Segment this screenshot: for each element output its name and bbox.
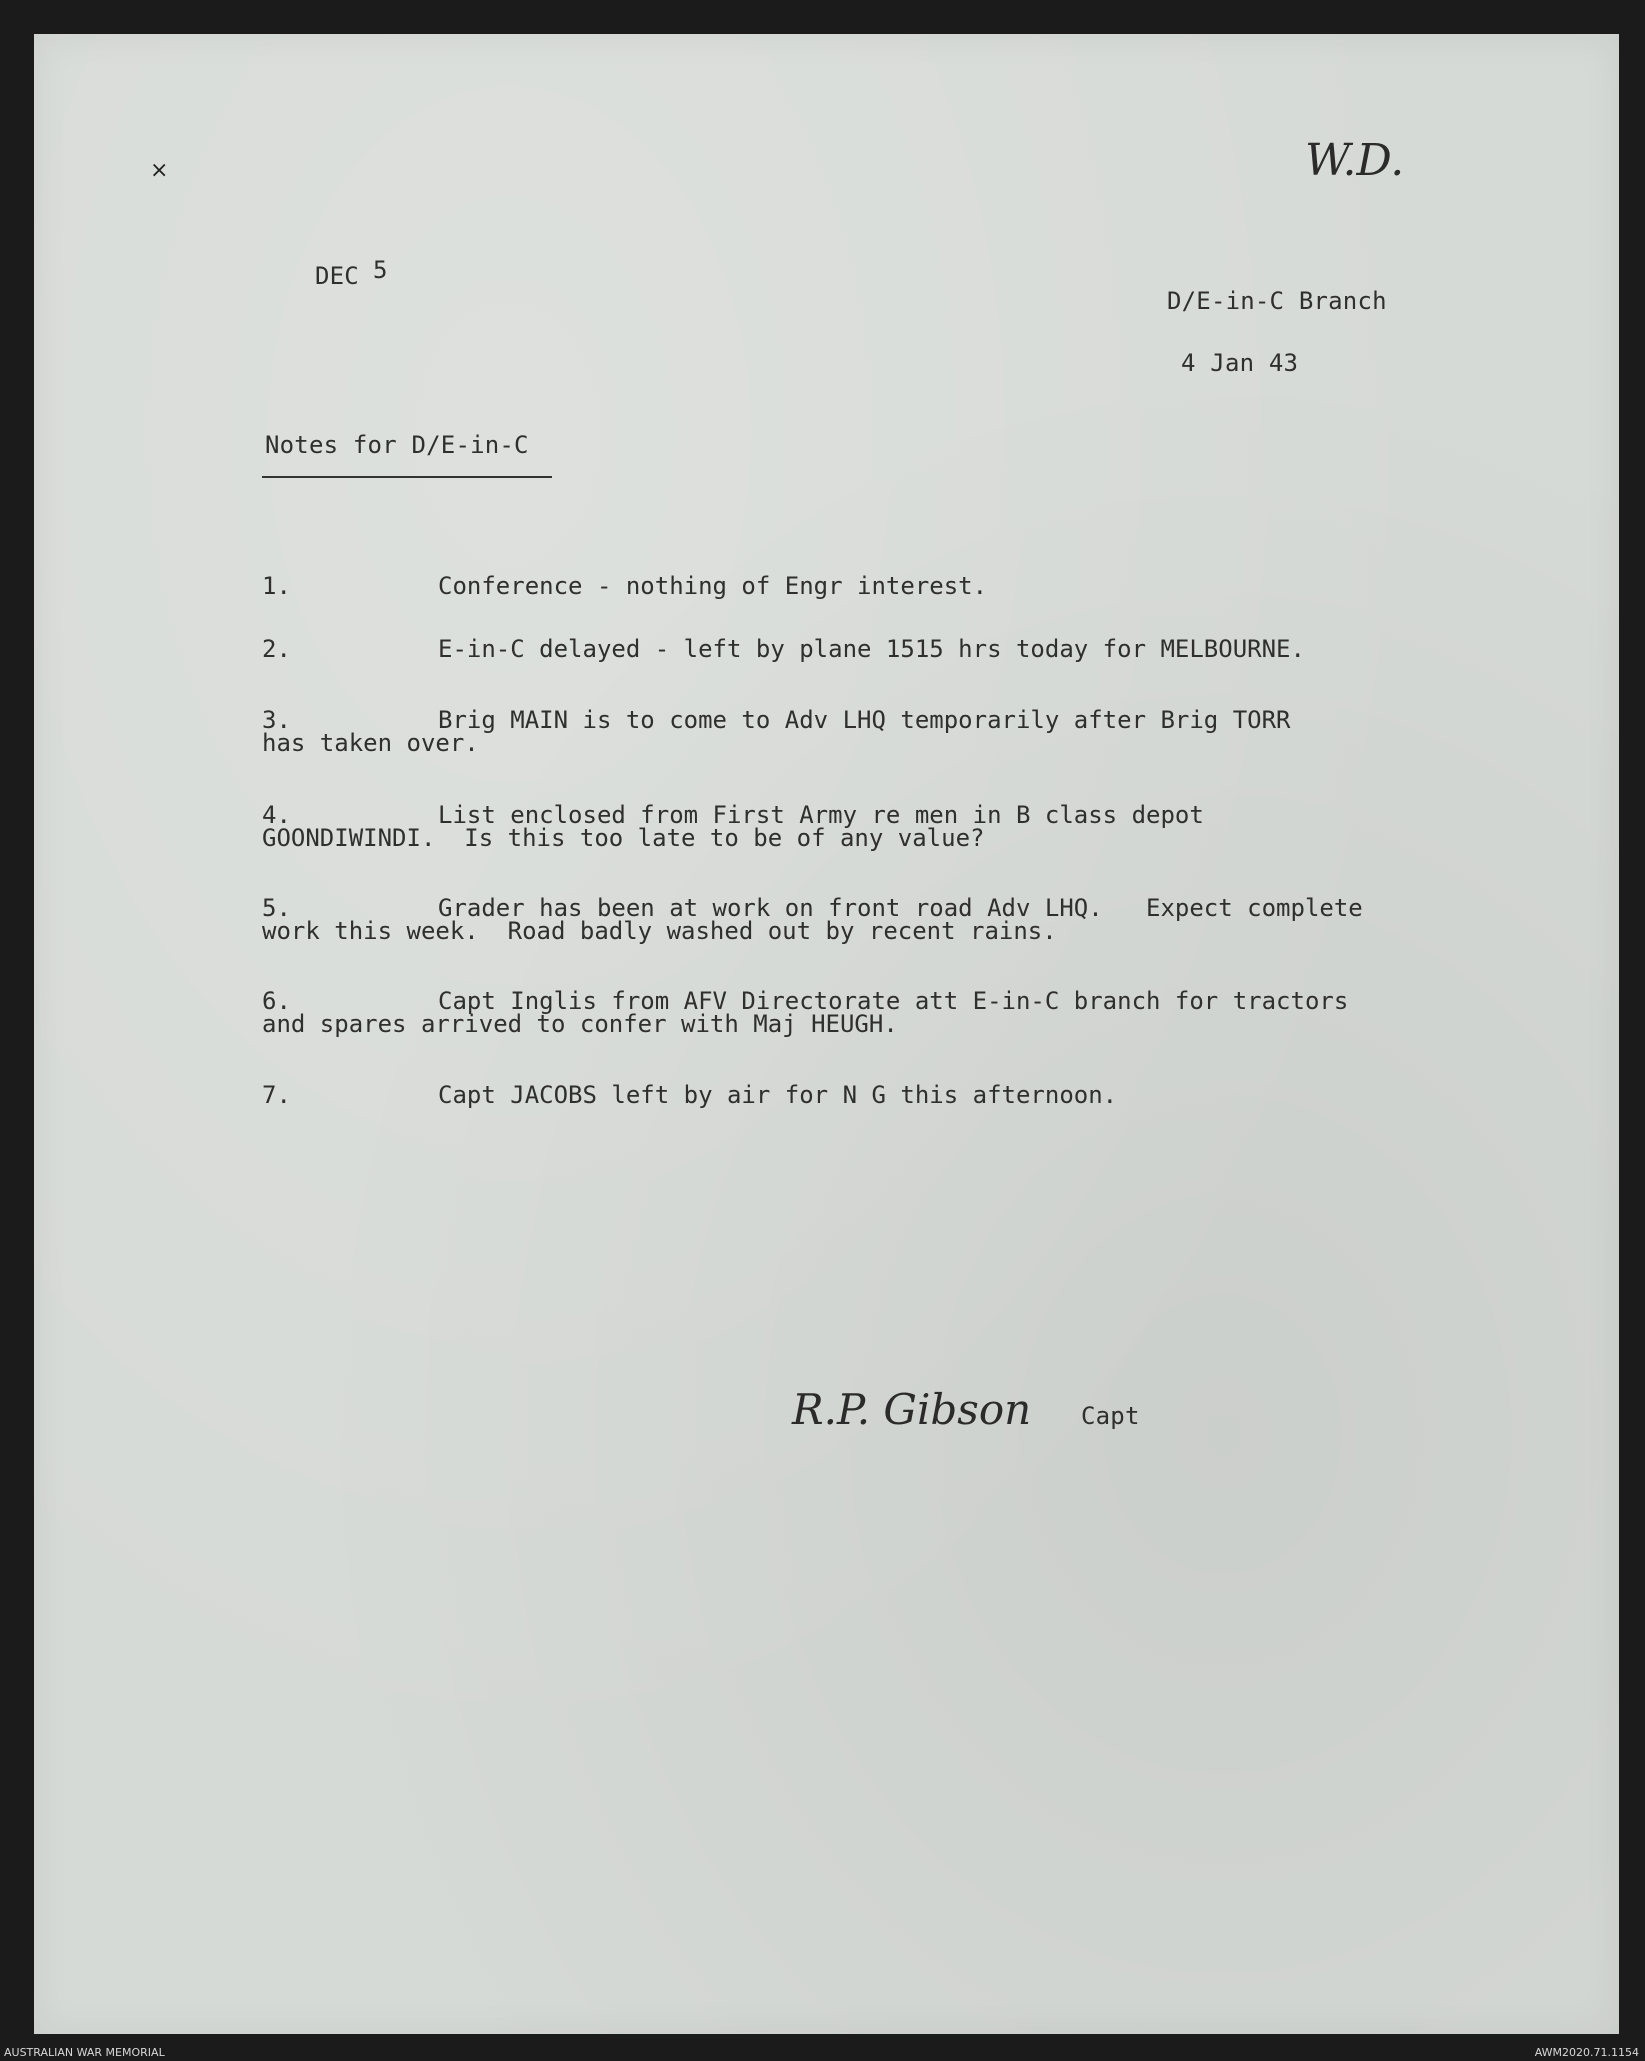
item-number: 3. — [262, 706, 291, 734]
document-date: 4 Jan 43 — [1181, 349, 1299, 377]
item-text-continued: work this week. Road badly washed out by recent rains. — [262, 917, 1057, 945]
item-text-continued: has taken over. — [262, 729, 479, 757]
dec-label: DEC — [315, 262, 359, 290]
item-number: 5. — [262, 894, 291, 922]
item-number: 2. — [262, 635, 291, 663]
title-underline — [262, 476, 552, 478]
item-text: Grader has been at work on front road Adv LHQ. Expect complete — [438, 894, 1363, 922]
dec-number: 5 — [373, 256, 388, 284]
footer-reference-number: AWM2020.71.1154 — [1534, 2046, 1639, 2059]
item-number: 1. — [262, 572, 291, 600]
item-number: 6. — [262, 987, 291, 1015]
item-text: Capt Inglis from AFV Directorate att E-in-C branch for tractors — [438, 987, 1349, 1015]
item-text-continued: GOONDIWINDI. Is this too late to be of any value? — [262, 824, 985, 852]
footer-archive-name: AUSTRALIAN WAR MEMORIAL — [4, 2046, 165, 2059]
item-text: E-in-C delayed - left by plane 1515 hrs today for MELBOURNE. — [438, 635, 1305, 663]
document-title: Notes for D/E-in-C — [265, 431, 529, 459]
item-number: 7. — [262, 1081, 291, 1109]
pin-mark-icon: ⨯ — [150, 158, 169, 183]
item-text: Capt JACOBS left by air for N G this afternoon. — [438, 1081, 1118, 1109]
item-text: Brig MAIN is to come to Adv LHQ temporarily after Brig TORR — [438, 706, 1291, 734]
item-text: Conference - nothing of Engr interest. — [438, 572, 988, 600]
item-number: 4. — [262, 801, 291, 829]
item-text-continued: and spares arrived to confer with Maj HEUGH. — [262, 1010, 898, 1038]
handwritten-mark: W.D. — [1305, 135, 1405, 186]
signature: R.P. Gibson — [792, 1385, 1032, 1434]
branch-name: D/E-in-C Branch — [1167, 287, 1387, 315]
signature-rank: Capt — [1081, 1402, 1140, 1430]
item-text: List enclosed from First Army re men in B class depot — [438, 801, 1204, 829]
